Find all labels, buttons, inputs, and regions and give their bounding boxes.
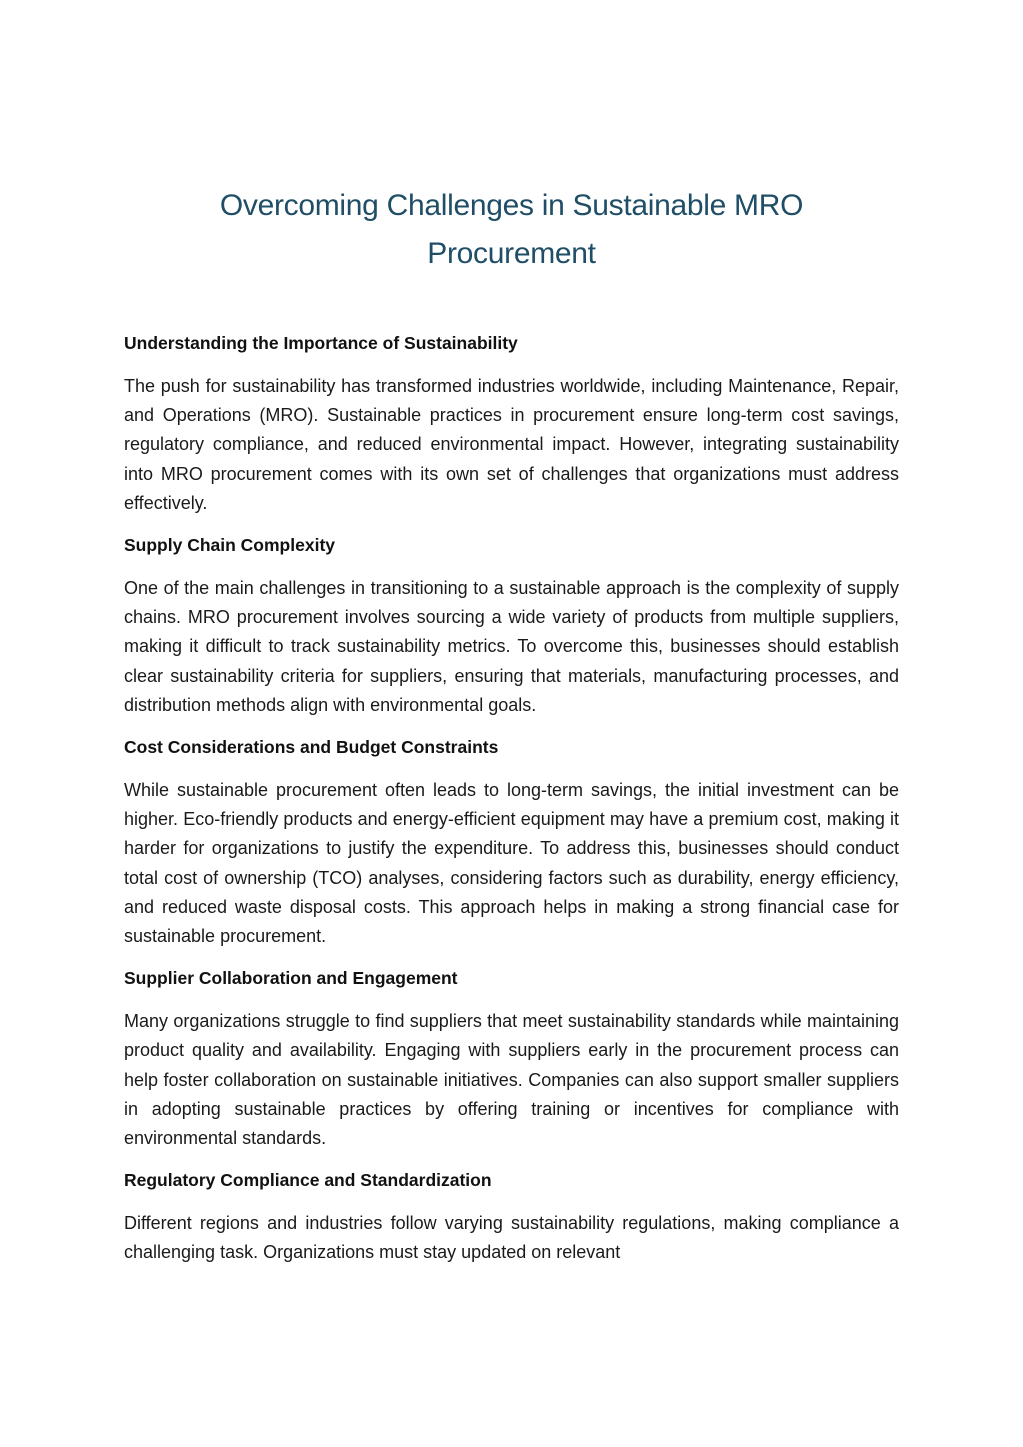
section-heading: Cost Considerations and Budget Constraints xyxy=(124,737,499,758)
document-title-line-1: Overcoming Challenges in Sustainable MRO xyxy=(219,189,804,222)
section-regulatory xyxy=(124,1167,899,1267)
section-supply-chain xyxy=(124,532,899,720)
section-cost xyxy=(124,734,899,951)
section-heading: Understanding the Importance of Sustainability xyxy=(124,333,518,353)
document-title xyxy=(124,182,899,278)
section-heading: Supplier Collaboration and Engagement xyxy=(124,968,458,989)
document-title-line-2: Procurement xyxy=(427,237,596,270)
section-body: The push for sustainability has transformed industries worldwide, including Maintenance, Repair, and Operations (MRO). Sustainable practices in procurement ensure long-term cost savings, regulatory compliance, and reduced environmental impact. However, integrating sustainability into MRO procurement comes with its own set of challenges that organizations must address effectively. xyxy=(124,376,899,513)
section-body: While sustainable procurement often leads to long-term savings, the initial investment can be higher. Eco-friendly products and energy-efficient equipment may have a premium cost, making it harder for organizations to justify the expenditure. To address this, businesses should conduct total cost of ownership (TCO) analyses, considering factors such as durability, energy efficiency, and reduced waste disposal costs. This approach helps in making a strong financial case for sustainable procurement. xyxy=(124,780,899,947)
section-body: Different regions and industries follow varying sustainability regulations, making compliance a challenging task. Organizations must stay updated on relevant xyxy=(124,1213,899,1263)
section-body: Many organizations struggle to find suppliers that meet sustainability standards while maintaining product quality and availability. Engaging with suppliers early in the procurement process can help foster collaboration on sustainable initiatives. Companies can also support smaller suppliers in adopting sustainable practices by offering training or incentives for compliance with environmental standards. xyxy=(124,1011,899,1149)
section-supplier-collaboration xyxy=(124,965,899,1153)
section-body: One of the main challenges in transitioning to a sustainable approach is the complexity of supply chains. MRO procurement involves sourcing a wide variety of products from multiple suppliers, making it difficult to track sustainability metrics. To overcome this, businesses should establish clear sustainability criteria for suppliers, ensuring that materials, manufacturing processes, and distribution methods align with environmental goals. xyxy=(124,578,899,715)
section-importance xyxy=(124,330,899,518)
document-content xyxy=(124,330,899,1282)
section-heading: Supply Chain Complexity xyxy=(124,535,335,556)
section-heading: Regulatory Compliance and Standardization xyxy=(124,1170,492,1191)
